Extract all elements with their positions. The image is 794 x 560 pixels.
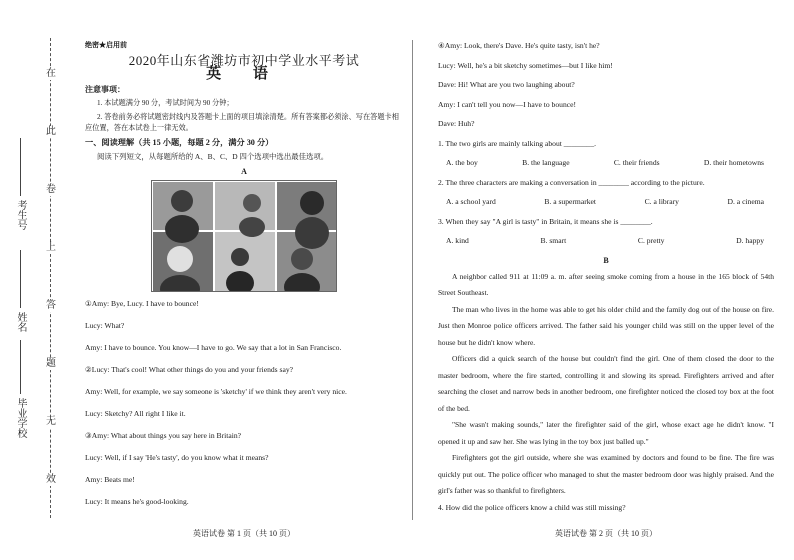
question-1: 1. The two girls are mainly talking about ________.: [438, 138, 597, 148]
option-d: D. their hometowns: [703, 157, 764, 167]
conversation-photo: [151, 180, 337, 292]
seal-mark: 效: [46, 474, 56, 485]
dialogue-line: Lucy: Well, he's a bit sketchy sometimes—but I like him!: [438, 60, 613, 70]
option-a: A. a school yard: [446, 196, 496, 206]
seal-mark: 上: [46, 242, 56, 253]
exam-title: 2020年山东省潍坊市初中学业水平考试: [128, 53, 360, 68]
question-4: 4. How did the police officers know a child was still missing?: [438, 502, 626, 512]
notice-item: 2. 答卷前务必将试题密封线内及答题卡上面的项目填涂清楚。所有答案都必须涂、写在答题卡相应位置，答在本试卷上一律无效。: [85, 113, 399, 132]
dialogue-line: ④Amy: Look, there's Dave. He's quite tasty, isn't he?: [438, 41, 600, 50]
binding-margin: [0, 0, 75, 560]
secret-mark: 绝密★启用前: [85, 41, 127, 49]
section-heading: 一、阅读理解（共 15 小题，每题 2 分，满分 30 分）: [85, 138, 274, 147]
seal-mark: 题: [46, 358, 56, 369]
option-a: A. kind: [446, 235, 469, 245]
dialogue-line: Dave: Hi! What are you two laughing about?: [438, 80, 575, 89]
page-divider: [412, 40, 413, 520]
option-a: A. the boy: [446, 157, 478, 167]
left-page: [85, 40, 403, 518]
dialogue-line: ②Lucy: That's cool! What other things do you and your friends say?: [85, 365, 294, 374]
subject-title: 英 语: [206, 66, 282, 82]
exam-number-label: 考生号: [15, 200, 26, 230]
option-b: B. the language: [522, 157, 570, 167]
seal-mark: 无: [46, 416, 56, 427]
option-d: D. a cinema: [727, 196, 764, 206]
dialogue-line: ①Amy: Bye, Lucy. I have to bounce!: [85, 299, 199, 308]
seal-mark: 卷: [46, 184, 56, 195]
dialogue-line: Lucy: Sketchy? All right I like it.: [85, 409, 186, 418]
dialogue-line: Amy: I can't tell you now—I have to bounce!: [438, 99, 577, 109]
dialogue-line: Lucy: It means he's good-looking.: [85, 497, 189, 506]
seal-line: [50, 38, 51, 518]
passage-label: A: [241, 167, 247, 176]
option-d: D. happy: [736, 235, 764, 245]
name-label: 姓名: [15, 312, 26, 332]
exam-number-blank: [20, 138, 21, 196]
dialogue-line: Lucy: Well, if I say 'He's tasty', do you know what it means?: [85, 453, 269, 462]
seal-mark: 在: [46, 68, 56, 79]
option-c: C. a library: [644, 196, 679, 206]
seal-mark: 答: [46, 300, 56, 311]
option-b: B. a supermarket: [544, 196, 597, 206]
question-3-options: [438, 235, 774, 246]
school-label: 毕业学校: [15, 398, 26, 438]
passage-paragraph: The man who lives in the home was able to get his older child and the family dog out of the house on fire. Just then Monroe police officers arrived. The father said his younger child was still on the upper level of the house but he didn't know where.: [438, 304, 774, 347]
page-footer-left: 英语试卷 第 1 页（共 10 页）: [193, 529, 295, 538]
right-page: [438, 40, 774, 516]
question-2: 2. The three characters are making a conversation in ________ according to the picture.: [438, 177, 705, 187]
notice-item: 1. 本试题满分 90 分，考试时间为 90 分钟；: [97, 99, 234, 107]
question-2-options: [438, 196, 774, 207]
notice-heading: 注意事项：: [85, 85, 125, 94]
dialogue-line: Amy: Well, for example, we say someone is 'sketchy' if we think they aren't very nice.: [85, 387, 347, 396]
passage-paragraph: A neighbor called 911 at 11:09 a. m. after seeing smoke coming from a house in the 165 block of 54th Street Southeast.: [438, 271, 774, 297]
dialogue-line: Amy: Beats me!: [85, 475, 135, 484]
dialogue-line: Lucy: What?: [85, 321, 125, 330]
school-blank: [20, 340, 21, 394]
question-3: 3. When they say "A girl is tasty" in Britain, it means she is ________.: [438, 216, 653, 226]
passage-paragraph: Officers did a quick search of the house but couldn't find the girl. One of them closed the door to the master bedroom, where the fire started, controlling it and slowing its spread. Firefighters arrived and after searching the closet and narrow beds in another bedroom, one firefighter noticed the closed toy box at the foot of the bed.: [438, 354, 774, 413]
passage-paragraph: "She wasn't making sounds," later the firefighter said of the girl, whose exact age he didn't know. "I opened it up and saw her. She was lying in the toy box just balled up.": [438, 420, 774, 446]
dialogue-line: Amy: I have to bounce. You know—I have to go. We say that a lot in San Francisco.: [85, 343, 342, 352]
section-instruction: 阅读下列短文，从每题所给的 A、B、C、D 四个选项中选出最佳选项。: [97, 152, 329, 161]
page-footer-right: 英语试卷 第 2 页（共 10 页）: [555, 529, 657, 538]
option-b: B. smart: [540, 235, 567, 245]
passage-label: B: [603, 255, 609, 265]
passage-paragraph: Firefighters got the girl outside, where she was examined by doctors and found to be fine. The fire was quickly put out. The police officer who managed to shut the master bedroom door was highly praised. And the girl's father was so thankful to firefighters.: [438, 453, 774, 495]
question-1-options: [438, 157, 774, 168]
name-blank: [20, 250, 21, 308]
seal-mark: 此: [46, 126, 56, 137]
option-c: C. their friends: [613, 157, 660, 167]
dialogue-line: ③Amy: What about things you say here in Britain?: [85, 431, 241, 440]
people-silhouettes-icon: [152, 181, 337, 292]
option-c: C. pretty: [637, 235, 665, 245]
dialogue-line: Dave: Huh?: [438, 119, 475, 128]
